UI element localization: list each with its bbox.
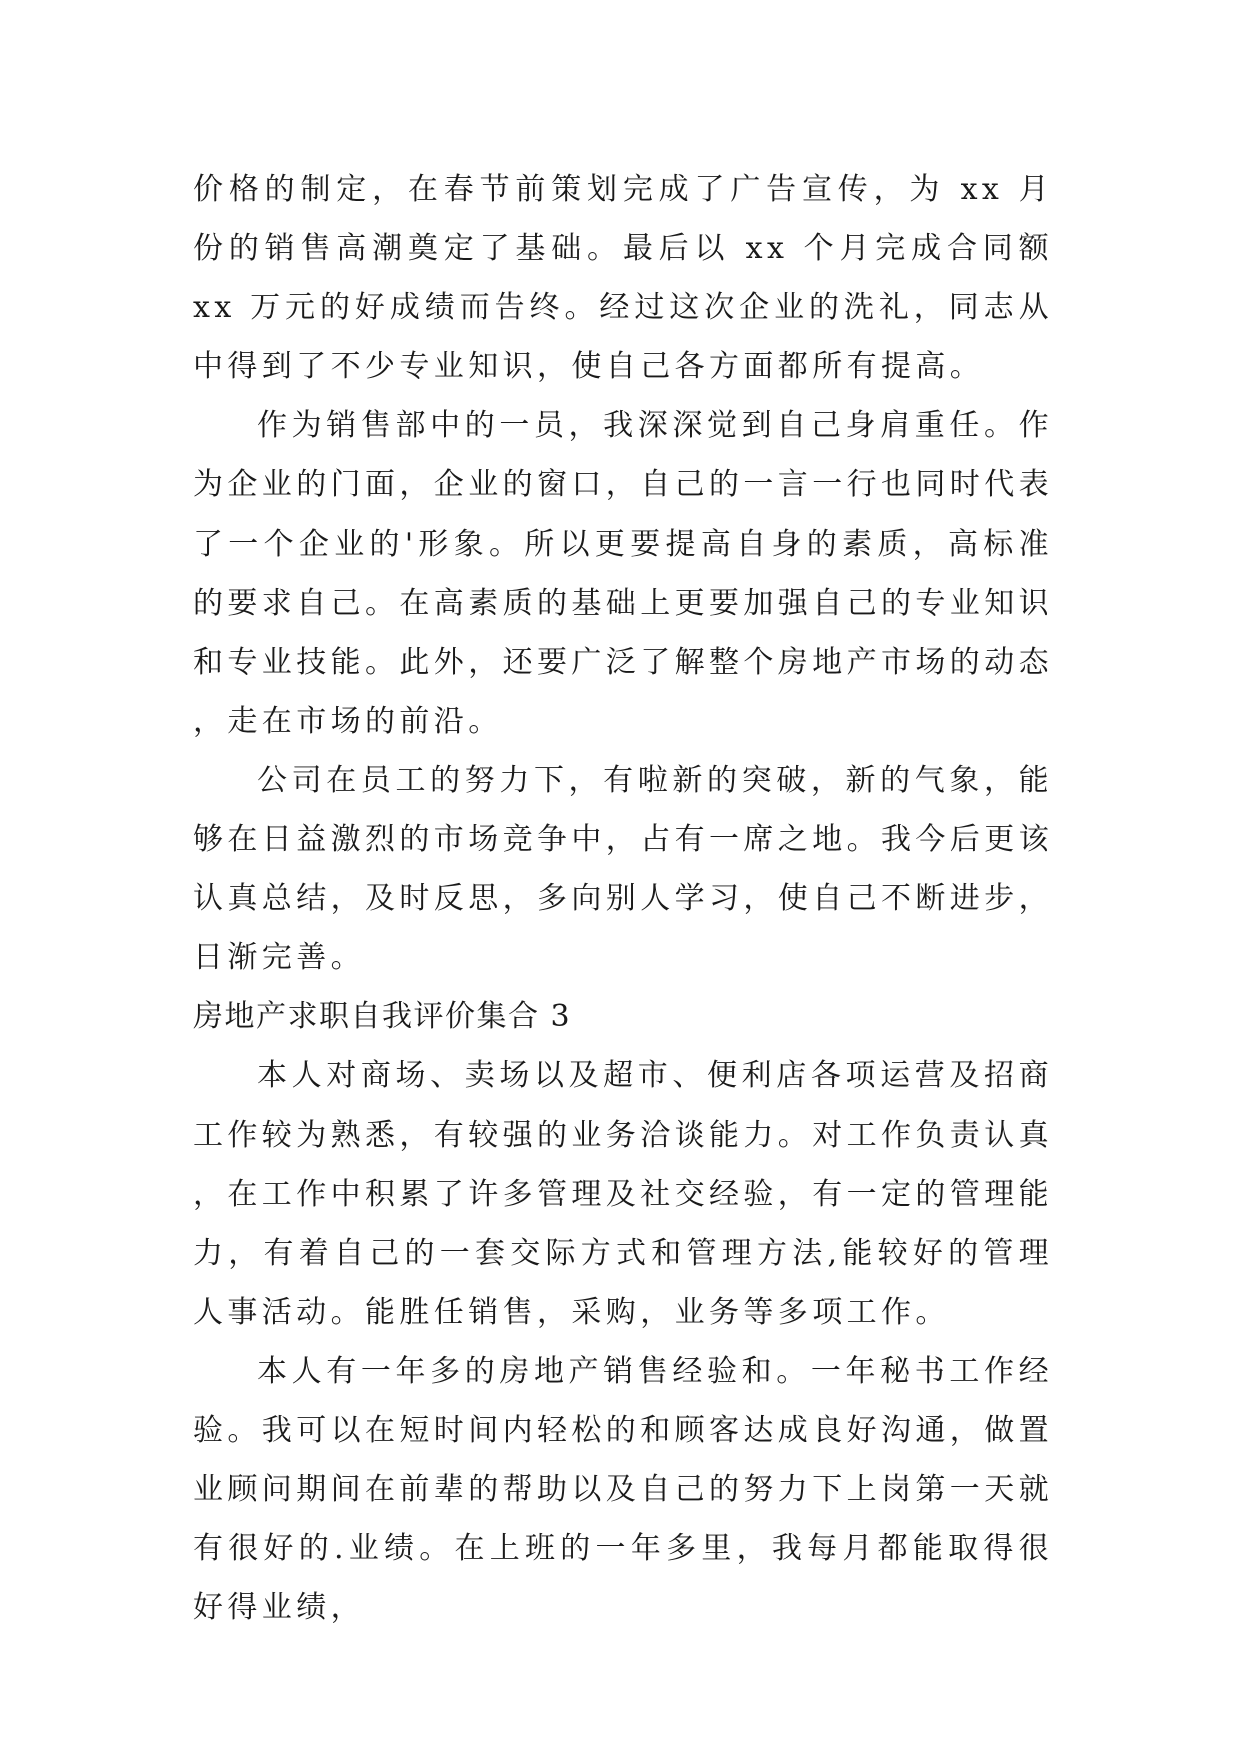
body-paragraph-3: 公司在员工的努力下，有啦新的突破，新的气象，能够在日益激烈的市场竞争中，占有一席之地。我今后更该认真总结，及时反思，多向别人学习，使自己不断进步，日渐完善。 — [193, 762, 1053, 976]
body-paragraph-4: 本人对商场、卖场以及超市、便利店各项运营及招商工作较为熟悉，有较强的业务洽谈能力。对工作负责认真，在工作中积累了许多管理及社交经验，有一定的管理能力，有着自己的一套交际方式和管理方法,能较好的管理人事活动。能胜任销售，采购，业务等多项工作。 — [193, 1058, 1053, 1330]
section-heading: 房地产求职自我评价集合 3 — [193, 999, 572, 1035]
body-paragraph-2: 作为销售部中的一员，我深深觉到自己身肩重任。作为企业的门面，企业的窗口，自己的一言一行也同时代表了一个企业的'形象。所以更要提高自身的素质，高标准的要求自己。在高素质的基础上更要加强自己的专业知识和专业技能。此外，还要广泛了解整个房地产市场的动态，走在市场的前沿。 — [193, 408, 1053, 739]
document-body — [193, 160, 1053, 1637]
body-paragraph-5: 本人有一年多的房地产销售经验和。一年秘书工作经验。我可以在短时间内轻松的和顾客达成良好沟通，做置业顾问期间在前辈的帮助以及自己的努力下上岗第一天就有很好的.业绩。在上班的一年多里，我每月都能取得很好得业绩， — [193, 1353, 1053, 1626]
body-paragraph-1: 价格的制定，在春节前策划完成了广告宣传，为 xx 月份的销售高潮奠定了基础。最后以 xx 个月完成合同额 xx 万元的好成绩而告终。经过这次企业的洗礼，同志从中得到了不少专业知识，使自己各方面都所有提高。 — [193, 172, 1053, 385]
